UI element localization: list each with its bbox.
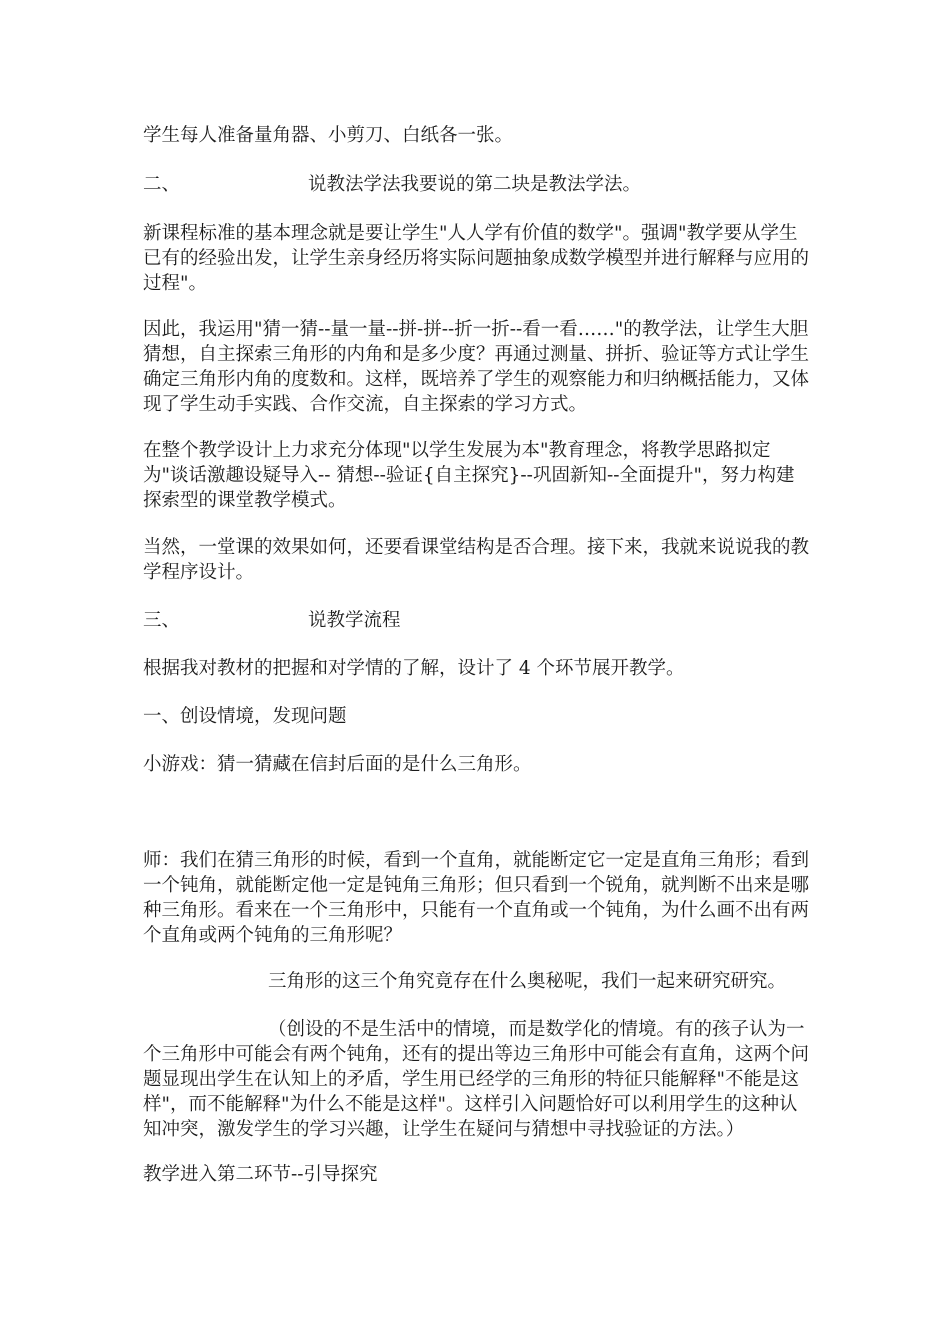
paragraph-structure: 当然，一堂课的效果如何，还要看课堂结构是否合理。接下来，我就来说说我的教学程序设计。	[143, 537, 810, 583]
paragraph-materials: 学生每人准备量角器、小剪刀、白纸各一张。	[143, 125, 514, 146]
subheading-step-one: 一、创设情境，发现问题	[143, 706, 347, 727]
paragraph-four-steps: 根据我对教材的把握和对学情的了解，设计了 4 个环节展开教学。	[143, 658, 685, 679]
paragraph-teacher: 师：我们在猜三角形的时候，看到一个直角，就能断定它一定是直角三角形；看到一个钝角，就能断定他一定是钝角三角形；但只看到一个锐角，就判断不出来是哪种三角形。看来在一个三角形中，只能有一个直角或一个钝角，为什么画不出有两个直角或两个钝角的三角形呢？	[143, 850, 810, 946]
section-number: 三、	[143, 610, 181, 631]
paragraph-game: 小游戏：猜一猜藏在信封后面的是什么三角形。	[143, 754, 532, 775]
paragraph-note: （创设的不是生活中的情境，而是数学化的情境。有的孩子认为一个三角形中可能会有两个钝角，还有的提出等边三角形中可能会有直角，这两个问题显现出学生在认知上的矛盾，学生用已经学的三角形的特征只能解释"不能是这样"，而不能解释"为什么不能是这样"。这样引入问题恰好可以利用学生的这种认知冲突，激发学生的学习兴趣，让学生在疑问与猜想中寻找验证的方法。）	[143, 1019, 810, 1140]
paragraph-next-step: 教学进入第二环节--引导探究	[143, 1164, 378, 1185]
section-title: 说教法学法我要说的第二块是教法学法。	[308, 174, 642, 195]
paragraph-mystery: 三角形的这三个角究竟存在什么奥秘呢，我们一起来研究研究。	[268, 971, 787, 992]
paragraph-method: 因此，我运用"猜一猜--量一量--拼-拼--折一折--看一看……"的教学法，让学生大胆猜想，自主探索三角形的内角和是多少度？再通过测量、拼折、验证等方式让学生确定三角形内角的度数和。这样，既培养了学生的观察能力和归纳概括能力，又体现了学生动手实践、合作交流，自主探索的学习方式。	[143, 319, 810, 415]
paragraph-design: 在整个教学设计上力求充分体现"以学生发展为本"教育理念，将教学思路拟定为"谈话激趣设疑导入-- 猜想--验证{自主探究}--巩固新知--全面提升"，努力构建探索型的课堂教学模式。	[143, 440, 795, 511]
paragraph-curriculum: 新课程标准的基本理念就是要让学生"人人学有价值的数学"。强调"教学要从学生已有的经验出发，让学生亲身经历将实际问题抽象成数学模型并进行解释与应用的过程"。	[143, 223, 810, 294]
section-number: 二、	[143, 174, 181, 195]
section-title: 说教学流程	[308, 610, 401, 631]
